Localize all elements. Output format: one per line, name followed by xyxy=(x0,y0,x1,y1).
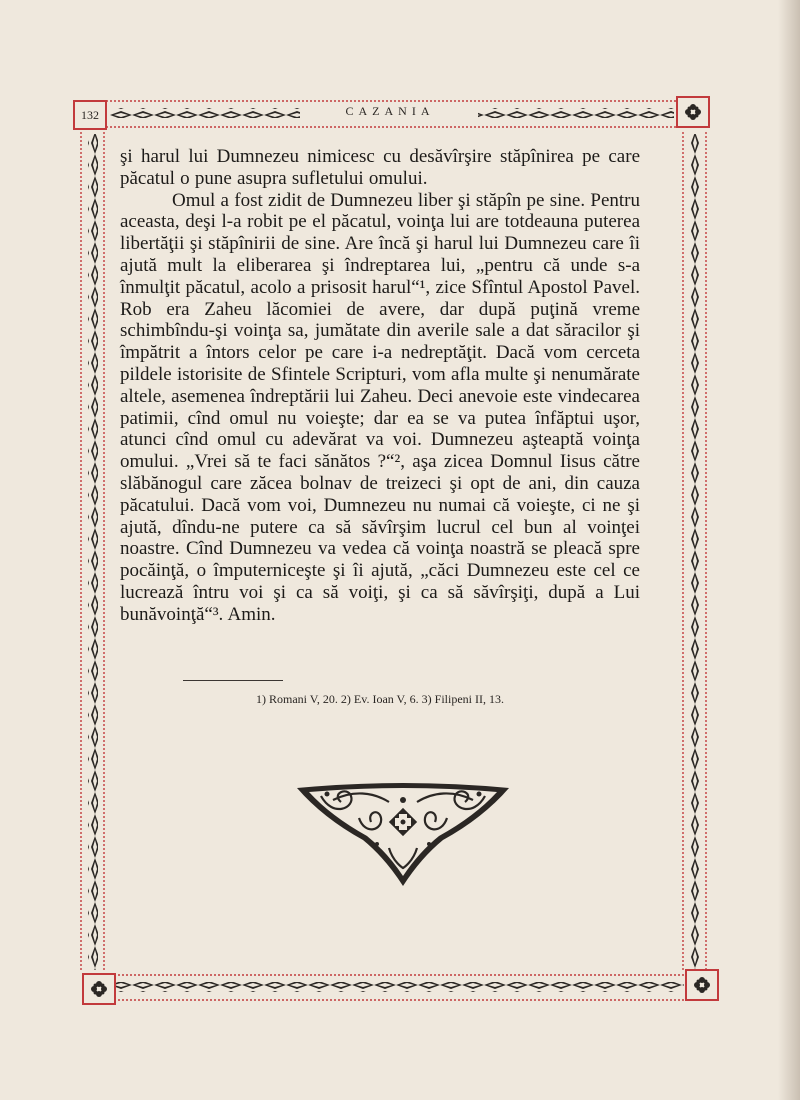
main-text xyxy=(120,146,640,626)
floral-tailpiece-ornament xyxy=(293,778,513,890)
paragraph: Omul a fost zidit de Dumnezeu liber şi stăpîn pe sine. Pentru aceasta, deşi l-a robit pe el păcatul, voinţa lui are totdeauna puterea libertăţii şi stăpînirii de sine. Are încă şi harul lui Dumnezeu care îi ajută mult la eliberarea şi îndreptarea lui, „pentru că unde s-a înmulţit păcatul, acolo a prisosit harul“¹, zice Sfîntul Apostol Pavel. Rob era Zaheu lăcomiei de avere, dar după puţină vreme schimbîndu-şi voinţa sa, jumătate din averile sale a dat săracilor şi împătrit a întors celor pe care i-a nedreptăţit. Dacă vom cerceta pildele istorisite de Sfintele Scripturi, vom afla multe şi nenumărate altele, asemenea îndreptării lui Zaheu. Deci anevoie este vindecarea patimii, cînd omul nu voieşte; dar ea se va putea înfăptui uşor, atunci cînd omul cu adevărat va voi. Dumnezeu aşteaptă voinţa omului. „Vrei să te faci sănătos ?“², aşa zicea Domnul Iisus către slăbănogul care zăcea bolnav de treizeci şi opt de ani, din cauza păcatului. Dacă vom voi, Dumnezeu nu numai că voieşte, ci ne şi ajută, dîndu-ne putere ca să săvîrşim lucrul cel bun al voinţei noastre. Cînd Dumnezeu va vedea că voinţa noastră se pleacă spre pocăinţă, o împuterniceşte şi îi ajută, „căci Dumnezeu este cel ce lucrează întru voi şi ca să voiţi, şi ca să săvîrşiţi, după a Lui bunăvoinţă“³. Amin. xyxy=(120,189,640,625)
paragraph-continuation: şi harul lui Dumnezeu nimicesc cu desăvîrşire stăpînirea pe care păcatul o pune asupra sufletului omului. xyxy=(120,146,640,189)
running-title: CAZANIA xyxy=(345,104,435,118)
footnotes: 1) Romani V, 20. 2) Ev. Ioan V, 6. 3) Filipeni II, 13. xyxy=(256,692,504,706)
footnote-divider xyxy=(183,680,283,681)
page-number: 132 xyxy=(81,107,99,122)
